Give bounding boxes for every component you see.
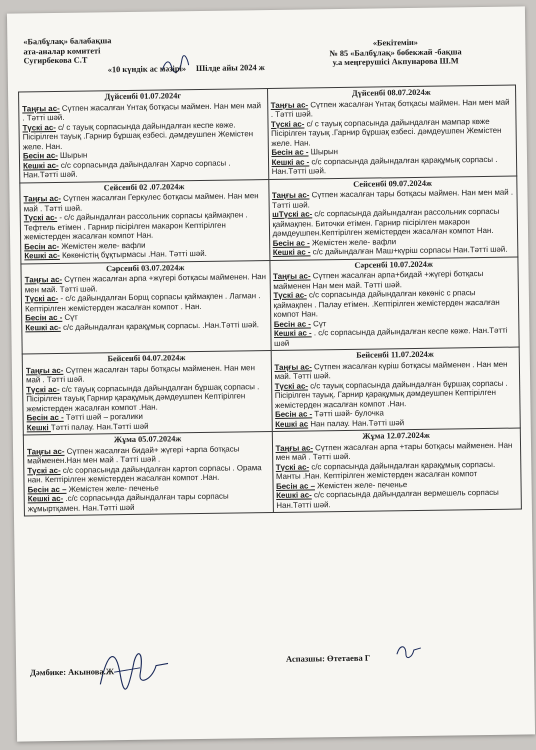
meal-label: Бесін ас – [27,484,67,494]
meal-label: Таңғы ас- [275,442,313,453]
approval-line-1: «Бекітемін» [372,37,418,48]
meal-label: Кешкі ас- [24,250,60,261]
meal-label: Бесін ас - [272,237,310,248]
approval-line-2: № 85 «Балбұлақ» бөбекжай -бақша [329,46,462,58]
meal-text: с/с дайындалған Маш+күріш сорпасы Нан.Тәтті шәй. [310,244,508,257]
meal-entry [24,248,266,261]
meal-label: Кешкі ас [275,418,309,429]
meal-entry [23,158,265,180]
meal-entry [275,416,517,429]
meal-label: Таңғы ас- [271,190,310,200]
meal-text: с/с дайындалған қарақұмық сорпасы. .Нан.Тәтті шәй. [60,319,259,332]
meal-text: Жемістен желе- печенье [314,479,408,490]
meal-entry [27,420,269,433]
meal-text: Сүтпен жасалған күріш ботқасы майменен . Нан мен май. Тәтті шәй. [274,359,508,381]
meal-entry [26,382,268,414]
meal-label: Кешкі ас - [272,247,311,257]
day-cell [271,347,521,431]
meal-label: Бесін ас- [22,150,58,161]
day-heading: Бейсенбі 11.07.2024ж [356,349,434,360]
meal-label: Бесін ас - [25,312,63,323]
meal-text: .с/с сорпасында дайындалған тары сорпасы жұмыртқамен. Нан.Тәтті шәй [27,491,229,513]
nurse-signature-label: Дәмбике: Акынова.Ж [30,666,115,678]
cook-signature-label: Аспазшы: Өтетаева Г [285,652,371,664]
meal-label: шТүскі ас- [272,209,313,219]
meal-label: Таңғы ас- [274,361,312,372]
meal-label: Таңғы ас- [24,274,63,285]
meal-label: Түскі ас- [23,212,58,223]
meal-text: с/с сорпасында дайындалған вермешель сорпасы Нан.Тәтті шәй. [276,487,499,510]
meal-label: Бесін ас - [271,147,309,157]
meal-entry [24,210,266,242]
menu-row [19,85,517,182]
day-cell [21,260,271,354]
menu-row [21,257,519,354]
meal-label: Түскі ас- [27,465,61,475]
meal-entry [271,116,513,148]
meal-text: Сүтпен жасалған арпа +тары ботқасы майменен. Нан мен май . Тәтті шәй. [275,440,513,462]
meal-text: с/с сорпасында дайындалған қарақұмық сорпасы. Манты .Нан. Кептірілген жемістерден жасалған компот [275,459,496,481]
meal-label: Түскі ас- [24,293,59,304]
meal-text: Шырын [308,147,339,157]
meal-label: Бесін ас- [24,241,60,251]
meal-text: с/с тауық сорпасында дайындалған бұршақ сорпасы . Пісірілген тауық Гарнир қарақұмық дәмдеушпен Кептірілген жемістерден жасалған компот .Нан. [26,381,260,413]
meal-text: Сүтпен жасалған арпа +жүгері ботқасы майменен. Нан мен май. Тәтті шәй. [24,272,267,294]
menu-table [18,85,522,517]
meal-text: с/ с тауық сорпасында дайындалған мампар көже Пісірілген тауық .Гарнир бұршақ езбесі. дәмдеушпен Жемістен желе. Нан. [271,116,502,148]
meal-text: Сүтпен жасалған Геркулес ботқасы маймен. Нан мен май . Тәтті шәй. [23,191,259,213]
meal-entry [272,207,514,239]
day-heading: Сәрсенбі 10.07.2024ж [354,259,433,270]
day-heading: Жұма 05.07.2024ж [113,434,182,445]
meal-entry [273,288,515,320]
menu-document [7,6,535,741]
meal-text: с/ с тауық сорпасында дайындалған кеспе көже. Пісірілген тауық .Гарнир бұршақ езбесі. дәмдеушпен Жемістен желе. Нан. [22,119,254,151]
meal-text: Сүтпен жасалған тары ботқасы майменен. Нан мен май . Тәтті шәй. [25,362,255,385]
meal-label: Таңғы ас- [273,271,311,281]
meal-label: Кешкі [26,422,51,432]
meal-label: Кешкі ас- [276,490,312,500]
meal-label: Кешкі ас- [25,322,61,332]
meal-label: Түскі ас- [273,290,307,300]
meal-text: Тәтті шәй- булочка [312,408,384,419]
meal-text: Жемістен желе- вафли [309,236,397,247]
meal-text: Сүтпен жасалған арпа+бидай +жүгері ботқасы майменен Нан мен май. Тәтті шәй. [273,269,484,291]
meal-label: Кешкі ас - [271,156,310,167]
meal-text: Нан палау. Нан.Тәтті шәй [308,417,405,428]
day-heading: Дүйсенбі 01.07.2024г [104,91,182,102]
day-heading: Дүйсенбі 08.07.2024ж [351,87,431,98]
meal-text: с/с сорпасында дайындалған картоп сорпасы . Орама нан. Кептірілген жемістерден жасалған компот .Нан. [27,462,262,485]
day-cell [272,428,522,512]
meal-text: с/с сорпасында дайындалған Харчо сорпасы . Нан.Тәтті шәй. [23,158,231,180]
meal-label: Түскі ас- [26,384,60,394]
meal-label: Түскі ас- [22,122,56,132]
meal-text: Сүтпен жасалған Үнтақ ботқасы маймен. Нан мен май . Тәтті шәй. [22,100,262,123]
meal-label: Кешкі ас- [27,493,64,504]
meal-label: Кешкі ас - [273,328,312,338]
day-heading: Сейсенбі 09.07.2024ж [353,178,433,189]
meal-entry [273,245,515,258]
meal-label: Таңғы ас- [22,103,60,113]
meal-text: Сүт [62,312,78,322]
meal-text: Сүтпен жасалған бидай+ жүгері +арпа ботқасы майменен.Нан мен май . Тәтті шәй . [27,443,240,466]
meal-label: Түскі ас- [275,461,310,472]
meal-text: Сүт [310,318,327,328]
meal-text: . с/с сорпасында дайындалған кеспе көже. Нан.Тәтті шәй [274,325,508,348]
meal-text: Шырын [57,150,88,160]
day-cell [268,176,518,260]
day-cell [269,257,519,351]
day-heading: Бейсенбі 04.07.2024ж [107,353,186,364]
meal-entry [25,320,267,333]
menu-row [23,428,521,516]
menu-row [20,176,518,264]
day-cell [22,351,272,435]
menu-title-name: «10 күндік ас мәзірі» [107,64,187,75]
meal-text: - с/с дайындалған рассольник сорпасы қаймақпен . Тефтель етімен . Гарнир пісірілген макарон Кептірілген жемістерден жасалған компот Нан. [23,210,248,242]
meal-text: Сүтпен жасалған Үнтақ ботқасы маймен. Нан мен май . Тәтті шәй. [270,97,510,119]
meal-label: Таңғы ас- [270,99,309,110]
meal-entry [275,378,517,410]
day-cell [20,179,270,263]
meal-text: Жемістен желе- вафли [59,240,146,251]
meal-entry [28,491,270,513]
meal-label: Бесін ас - [275,409,313,419]
meal-text: с/с сорпасында дайындалған рассольник сорпасы қаймақпен. Биточки етімен. Гарнир пісірілген макарон дәмдеушпен.Кептірілген жемістерден жасалған компот Нан. [272,206,500,238]
meal-label: Кешкі ас- [23,160,59,170]
meal-text: Тәтті шәй – рогалики [63,411,143,422]
meal-label: Бесін ас - [273,318,311,329]
meal-label: Бесін ас – [276,480,315,491]
menu-title-month: Шілде айы 2024 ж [195,63,265,74]
meal-label: Таңғы ас- [25,365,64,375]
meal-entry [274,326,516,348]
committee-header [23,35,223,67]
menu-row [22,347,520,435]
meal-label: Түскі ас- [270,119,305,129]
committee-line-1: «Балбұлақ» балабақша [23,36,112,47]
meal-text: Сүтпен жасалған тары ботқасы маймен. Нан мен май . Тәтті шәй. [272,187,514,210]
meal-text: с/с сорпасында дайындалған көкөніс с рпасы қаймақпен . Палау етімен. .Кептірілген жемістерден жасалған компот Нан. [273,288,500,319]
meal-entry [22,120,264,152]
meal-label: Таңғы ас- [26,446,65,456]
meal-text: Көкөністің бұқтырмасы .Нан. Тәтті шәй. [59,248,207,260]
meal-text: с/с тауық сорпасында дайындалған бұршақ сорпасы . Пісірілген тауық. Гарнир қарақұмық дәмдеушпен Кептірілген жемістерден жасалған компот .Нан. [274,378,508,410]
signature-scribble-right [394,642,424,662]
meal-entry [276,488,518,510]
day-heading: Жұма 12.07.2024ж [362,430,430,441]
meal-text: Жемістен желе- печенье [66,483,159,494]
meal-label: Түскі ас- [274,380,309,391]
committee-line-2: ата-аналар комитеті [23,45,101,57]
day-heading: Сәрсенбі 03.07.2024ж [105,262,185,273]
approval-line-3: у.а меңгерушісі Акпунарова Ш.М [332,56,459,68]
day-cell [267,85,517,179]
meal-label: Таңғы ас- [23,193,61,204]
day-heading: Сейсенбі 02 .07.2024ж [103,181,185,192]
meal-text: с/с сорпасында дайындалған қарақұмық сорпасы . Нан.Тәтті шәй. [271,154,498,176]
day-cell [19,89,269,183]
meal-text: Тәтті палау. Нан.Тәтті шәй [50,421,149,432]
committee-line-3: Сугирбекова С.Т [23,55,88,66]
meal-label: Бесін ас - [26,412,64,423]
meal-entry [271,154,513,176]
meal-text: - с/с дайындалған Борщ сорпасы қаймақпен . Лагман . Кептірілген жемістерден жасалған компот . Нан. [24,291,261,313]
day-cell [23,431,273,515]
